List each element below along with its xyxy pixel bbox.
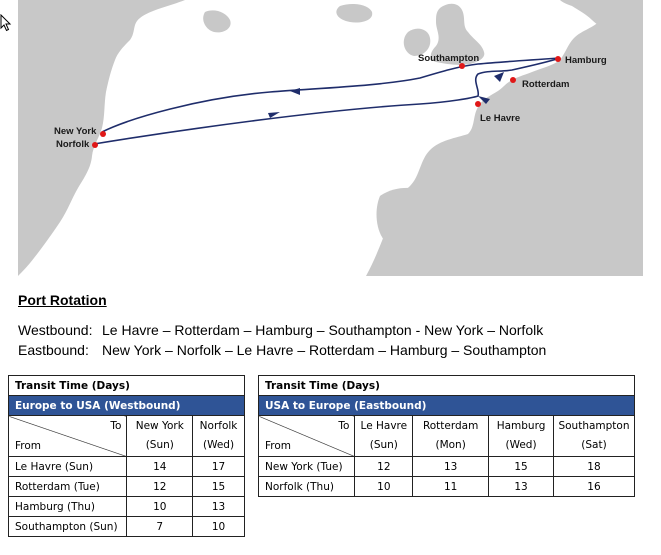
row-from: Hamburg (Thu) — [9, 497, 127, 517]
corner-header — [259, 416, 355, 457]
label-southampton: Southampton — [418, 53, 480, 64]
column-port: New York — [135, 420, 184, 432]
row-from: Southampton (Sun) — [9, 517, 127, 537]
cell-value: 17 — [193, 457, 245, 477]
cell-value: 10 — [127, 497, 193, 517]
eastbound-label: Eastbound: — [18, 342, 89, 358]
table-title: Transit Time (Days) — [259, 376, 635, 396]
column-header — [413, 416, 489, 457]
column-port: Norfolk — [199, 420, 238, 432]
label-new-york: New York — [54, 126, 97, 137]
cell-value: 12 — [355, 457, 413, 477]
eastbound-route-text: New York – Norfolk – Le Havre – Rotterdam – Hamburg – Southampton — [102, 342, 547, 358]
table-row — [9, 517, 245, 537]
cell-value: 15 — [489, 457, 554, 477]
row-from: New York (Tue) — [259, 457, 355, 477]
cell-value: 12 — [127, 477, 193, 497]
mouse-cursor-icon — [0, 14, 12, 32]
column-day: (Mon) — [435, 439, 466, 451]
column-day: (Sun) — [145, 439, 174, 451]
column-port: Le Havre — [360, 420, 408, 432]
cell-value: 13 — [489, 477, 554, 497]
eastbound-transit-table — [258, 375, 635, 497]
table-row — [9, 457, 245, 477]
westbound-transit-table — [8, 375, 245, 537]
cell-value: 11 — [413, 477, 489, 497]
column-header — [553, 416, 634, 457]
column-header — [355, 416, 413, 457]
label-hamburg: Hamburg — [565, 55, 607, 66]
corner-to-label: To — [338, 420, 350, 432]
corner-to-label: To — [110, 420, 122, 432]
column-day: (Sun) — [369, 439, 398, 451]
table-title: Transit Time (Days) — [9, 376, 245, 396]
westbound-rotation — [18, 320, 648, 340]
table-band: USA to Europe (Eastbound) — [259, 396, 635, 416]
table-row — [9, 497, 245, 517]
corner-header — [9, 416, 127, 457]
column-day: (Wed) — [202, 439, 235, 451]
cell-value: 10 — [193, 517, 245, 537]
label-le-havre: Le Havre — [480, 113, 521, 124]
westbound-label: Westbound: — [18, 322, 93, 338]
cell-value: 16 — [553, 477, 634, 497]
port-rotation-section — [18, 292, 648, 360]
column-port: Hamburg — [496, 420, 546, 432]
iberian-peninsula — [377, 188, 432, 245]
cell-value: 13 — [413, 457, 489, 477]
row-from: Le Havre (Sun) — [9, 457, 127, 477]
table-row — [259, 477, 635, 497]
corner-from-label: From — [265, 440, 292, 452]
column-header — [193, 416, 245, 457]
cell-value: 7 — [127, 517, 193, 537]
cell-value: 13 — [193, 497, 245, 517]
column-port: Southampton — [558, 420, 630, 432]
label-norfolk: Norfolk — [56, 139, 90, 150]
port-marker-hamburg — [555, 56, 561, 62]
label-rotterdam: Rotterdam — [522, 79, 570, 90]
column-day: (Sat) — [581, 439, 607, 451]
column-header — [127, 416, 193, 457]
port-rotation-heading: Port Rotation — [18, 292, 107, 308]
cell-value: 15 — [193, 477, 245, 497]
eastbound-rotation — [18, 340, 648, 360]
westbound-route-text: Le Havre – Rotterdam – Hamburg – Southampton - New York – Norfolk — [102, 322, 544, 338]
row-from: Norfolk (Thu) — [259, 477, 355, 497]
port-marker-le-havre — [475, 101, 481, 107]
table-row — [259, 457, 635, 477]
column-port: Rotterdam — [422, 420, 479, 432]
port-marker-new-york — [100, 131, 106, 137]
column-day: (Wed) — [505, 439, 537, 451]
cell-value: 10 — [355, 477, 413, 497]
table-band: Europe to USA (Westbound) — [9, 396, 245, 416]
row-from: Rotterdam (Tue) — [9, 477, 127, 497]
port-marker-norfolk — [92, 142, 98, 148]
cell-value: 14 — [127, 457, 193, 477]
column-header — [489, 416, 554, 457]
cell-value: 18 — [553, 457, 634, 477]
table-row — [9, 477, 245, 497]
port-marker-rotterdam — [510, 77, 516, 83]
corner-from-label: From — [15, 440, 42, 452]
